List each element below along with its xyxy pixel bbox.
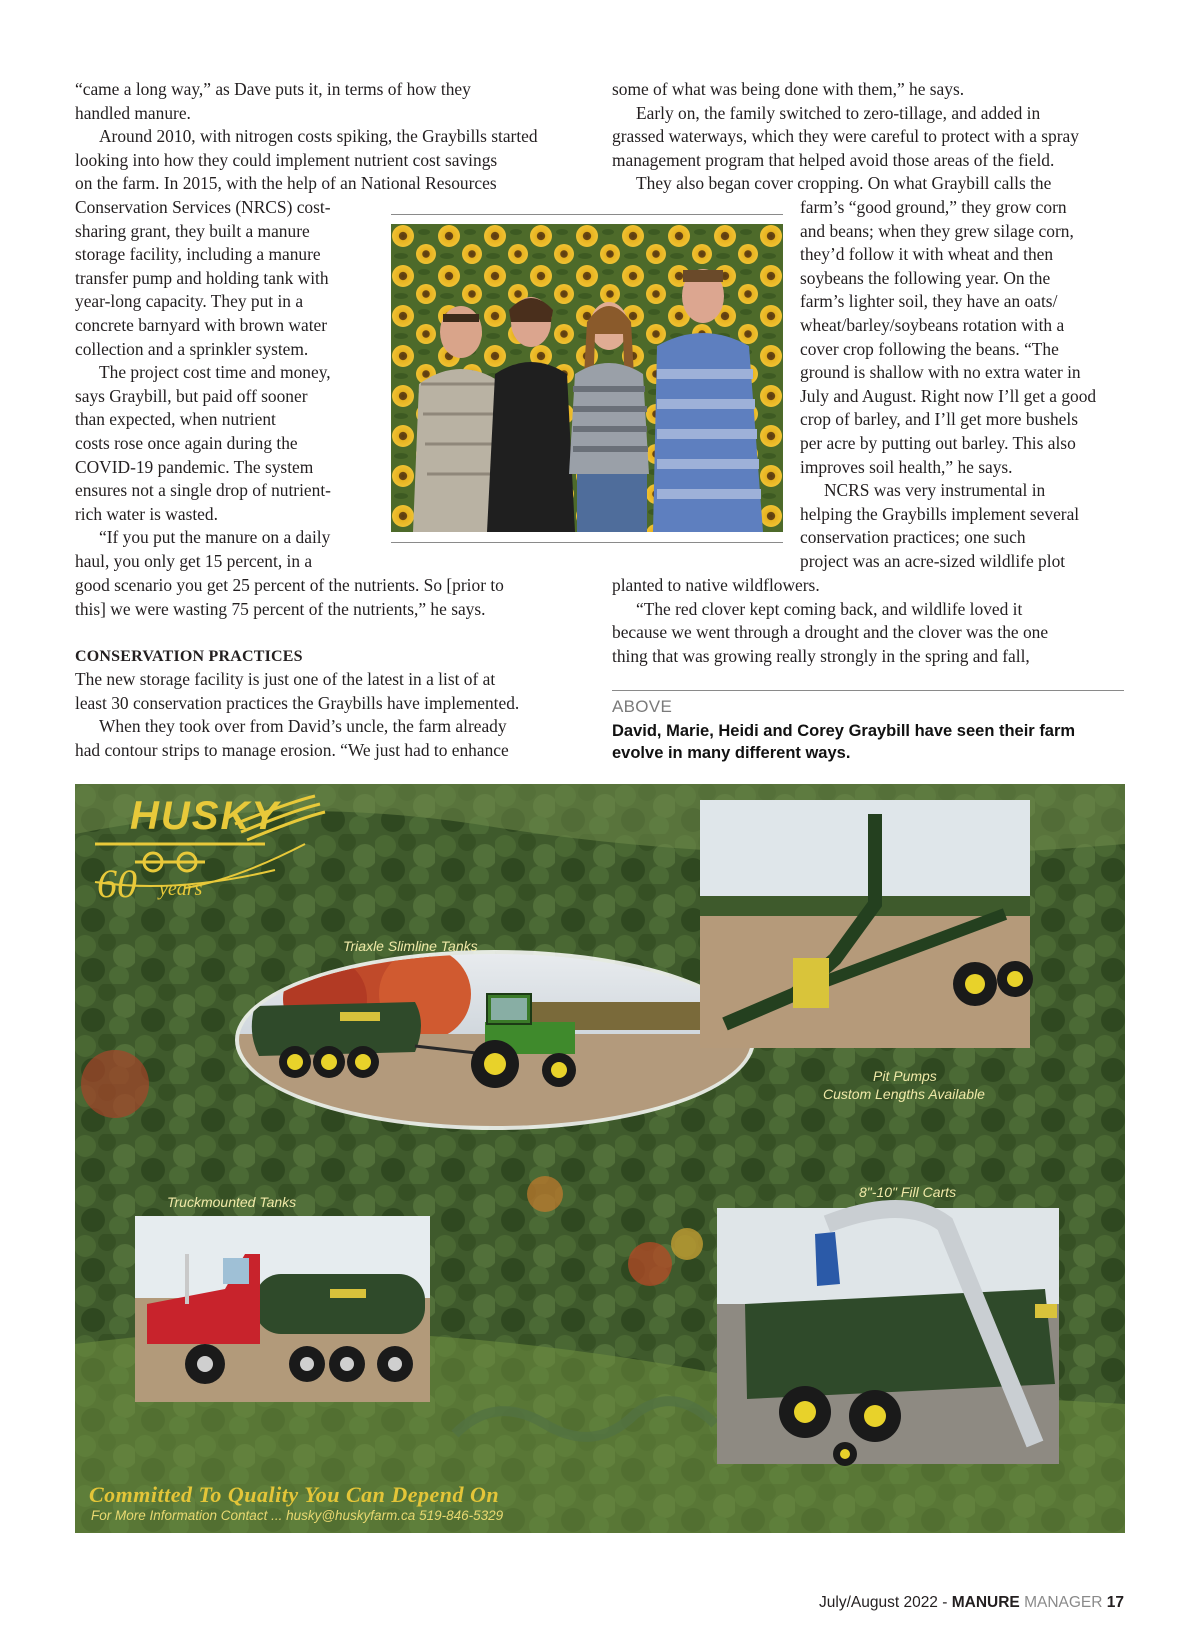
ad-background xyxy=(75,784,1125,1533)
text-line: July and August. Right now I’ll get a good xyxy=(800,385,1097,406)
text-line: farm’s lighter soil, they have an oats/ xyxy=(800,291,1058,312)
text-line: project was an acre-sized wildlife plot xyxy=(800,550,1066,571)
text-line: storage facility, including a manure xyxy=(75,244,321,265)
text-line: ensures not a single drop of nutrient- xyxy=(75,480,331,501)
text-line: on the farm. In 2015, with the help of an National Resources xyxy=(75,173,497,194)
right-column-narrow xyxy=(800,196,1096,574)
family-photo xyxy=(391,224,783,532)
family-photo-illustration xyxy=(391,224,783,532)
footer-page-number: 17 xyxy=(1106,1594,1124,1611)
text-line: helping the Graybills implement several xyxy=(800,503,1080,524)
footer-magazine-light: MANAGER xyxy=(1024,1594,1103,1611)
text-line: says Graybill, but paid off sooner xyxy=(75,385,308,406)
text-line: some of what was being done with them,” he says. xyxy=(612,79,965,99)
caption-label: ABOVE xyxy=(612,697,673,716)
text-line: Conservation Services (NRCS) cost- xyxy=(75,197,331,217)
husky-years-number: 60 xyxy=(97,861,137,906)
text-line: grassed waterways, which they were careful to protect with a spray xyxy=(612,126,1079,147)
text-line: improves soil health,” he says. xyxy=(800,456,1013,477)
text-line: COVID-19 pandemic. The system xyxy=(75,456,314,477)
left-column-section xyxy=(75,668,519,762)
text-line: management program that helped avoid those areas of the field. xyxy=(612,149,1055,170)
text-line: per acre by putting out barley. This also xyxy=(800,432,1076,453)
text-line: planted to native wildflowers. xyxy=(612,575,820,595)
text-line: crop of barley, and I’ll get more bushels xyxy=(800,409,1078,430)
label-pit-pumps: Pit Pumps xyxy=(873,1068,937,1084)
label-truckmounted-tanks: Truckmounted Tanks xyxy=(167,1194,297,1210)
text-line: concrete barnyard with brown water xyxy=(75,314,328,335)
text-line: ground is shallow with no extra water in xyxy=(800,362,1081,383)
text-line: least 30 conservation practices the Graybills have implemented. xyxy=(75,692,520,713)
label-custom-lengths: Custom Lengths Available xyxy=(823,1086,985,1102)
left-column-after-photo xyxy=(75,574,504,621)
text-line: thing that was growing really strongly in the spring and fall, xyxy=(612,645,1030,666)
ad-tagline: Committed To Quality You Can Depend On xyxy=(89,1482,500,1507)
photo-top-rule xyxy=(391,214,783,215)
text-line: good scenario you get 25 percent of the nutrients. So [prior to xyxy=(75,575,504,595)
text-line: The new storage facility is just one of the latest in a list of at xyxy=(75,669,496,689)
text-line: this] we were wasting 75 percent of the nutrients,” he says. xyxy=(75,598,486,619)
right-column-after-photo xyxy=(612,574,1048,668)
text-line: looking into how they could implement nutrient cost savings xyxy=(75,149,498,170)
photo-bottom-rule xyxy=(391,542,783,543)
text-line: and beans; when they grew silage corn, xyxy=(800,220,1074,241)
text-line: “If you put the manure on a daily xyxy=(99,527,331,548)
caption-text: David, Marie, Heidi and Corey Graybill have seen their farm evolve in many different ways. xyxy=(612,722,1076,762)
footer-issue: July/August 2022 - xyxy=(819,1594,952,1611)
text-line: wheat/barley/soybeans rotation with a xyxy=(800,314,1065,335)
text-line: haul, you only get 15 percent, in a xyxy=(75,550,313,571)
text-line: Early on, the family switched to zero-tillage, and added in xyxy=(636,102,1041,123)
section-heading: CONSERVATION PRACTICES xyxy=(75,648,303,665)
caption-rule xyxy=(612,690,1124,691)
label-triaxle-tanks: Triaxle Slimline Tanks xyxy=(343,938,478,954)
text-line: collection and a sprinkler system. xyxy=(75,338,309,359)
text-line: cover crop following the beans. “The xyxy=(800,338,1059,359)
text-line: sharing grant, they built a manure xyxy=(75,220,310,241)
footer-magazine-bold: MANURE xyxy=(951,1594,1020,1611)
text-line: handled manure. xyxy=(75,102,191,123)
text-line: transfer pump and holding tank with xyxy=(75,267,329,288)
text-line: farm’s “good ground,” they grow corn xyxy=(800,197,1067,217)
page-footer xyxy=(819,1594,1124,1612)
text-line: because we went through a drought and the clover was the one xyxy=(612,622,1049,643)
text-line: conservation practices; one such xyxy=(800,527,1026,548)
text-line: had contour strips to manage erosion. “We just had to enhance xyxy=(75,739,509,760)
right-column-top xyxy=(612,78,1079,196)
text-line: soybeans the following year. On the xyxy=(800,267,1051,288)
text-line: than expected, when nutrient xyxy=(75,409,276,430)
text-line: The project cost time and money, xyxy=(99,362,331,383)
husky-logo-text: HUSKY xyxy=(130,794,281,838)
text-line: Around 2010, with nitrogen costs spiking, the Graybills started xyxy=(99,126,538,147)
text-line: They also began cover cropping. On what Graybill calls the xyxy=(636,173,1052,194)
text-line: year-long capacity. They put in a xyxy=(75,291,304,312)
text-line: costs rose once again during the xyxy=(75,432,298,453)
text-line: rich water is wasted. xyxy=(75,503,218,524)
ad-contact-line[interactable]: For More Information Contact ... husky@huskyfarm.ca 519-846-5329 xyxy=(91,1508,504,1523)
husky-advertisement[interactable] xyxy=(75,784,1125,1533)
text-line: When they took over from David’s uncle, the farm already xyxy=(99,716,507,737)
text-line: NCRS was very instrumental in xyxy=(824,480,1046,501)
text-line: “The red clover kept coming back, and wildlife loved it xyxy=(636,598,1023,619)
text-line: they’d follow it with wheat and then xyxy=(800,244,1054,265)
husky-years-word: years xyxy=(159,878,203,900)
left-column-narrow xyxy=(75,196,375,574)
label-fill-carts: 8"-10" Fill Carts xyxy=(859,1184,957,1200)
left-column-top xyxy=(75,78,538,196)
text-line: “came a long way,” as Dave puts it, in terms of how they xyxy=(75,79,471,99)
